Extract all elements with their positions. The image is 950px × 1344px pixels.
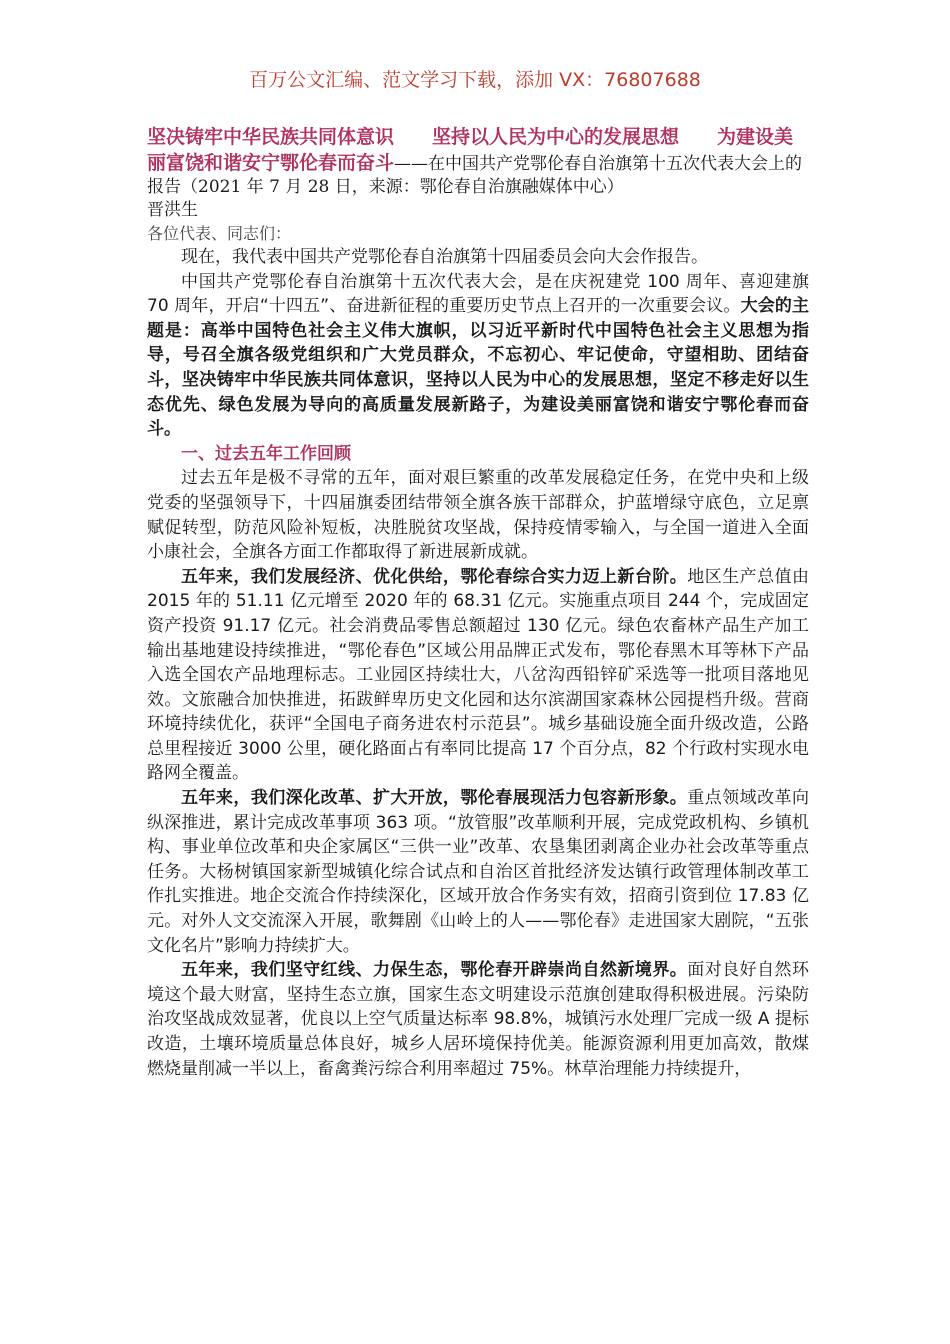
report-subtitle: ——在中国共产党鄂伦春自治旗第十五次代表大会上的报告（2021 年 7 月 28 日，来源：鄂伦春自治旗融媒体中心） — [147, 154, 803, 197]
report-title-block — [147, 124, 809, 222]
paragraph-economy-lead: 五年来，我们发展经济、优化供给，鄂伦春综合实力迈上新台阶。 — [181, 566, 688, 587]
paragraph-intro: 现在，我代表中国共产党鄂伦春自治旗第十四届委员会向大会作报告。 — [181, 247, 708, 267]
document-body — [147, 124, 809, 1081]
paragraph-economy — [147, 565, 809, 786]
paragraph-economy-body: 地区生产总值由 2015 年的 51.11 亿元增至 2020 年的 68.31 亿元。实施重点项目 244 个，完成固定资产投资 91.17 亿元。社会消费品零售总额超过 130 亿元。绿色农畜林产品生产加工输出基地建设持续推进，“鄂伦春色”区域公用品牌正式发布，鄂伦春黑木耳等林下产品入选全国农产品地理标志。工业园区持续壮大，八岔沟西铅锌矿采选等一批项目落地见效。文旅融合加快推进，拓跋鲜卑历史文化园和达尔滨湖国家森林公园提档升级。营商环境持续优化，获评“全国电子商务进农村示范县”。城乡基础设施全面升级改造，公路总里程接近 3000 公里，硬化路面占有率同比提高 17 个百分点，82 个行政村实现水电路网全覆盖。 — [147, 566, 810, 784]
paragraph-ecology-body: 面对良好自然环境这个最大财富，坚持生态立旗，国家生态文明建设示范旗创建取得积极进展。污染防治攻坚战成效显著，优良以上空气质量达标率 98.8%，城镇污水处理厂完成一级 A 提标改造，土壤环境质量总体良好，城乡人居环境保持优美。能源资源利用更加高效，散煤燃烧量削减一半以上，畜禽粪污综合利用率超过 75%。林草治理能力持续提升， — [147, 960, 810, 1079]
paragraph-reform-lead: 五年来，我们深化改革、扩大开放，鄂伦春展现活力包容新形象。 — [181, 788, 688, 809]
paragraph-reform-body: 重点领域改革向纵深推进，累计完成改革事项 363 项。“放管服”改革顺利开展，完成党政机构、乡镇机构、事业单位改革和央企家属区“三供一业”改革、农垦集团剥离企业办社会改革等重点任务。大杨树镇国家新型城镇化综合试点和自治区首批经济发达镇行政管理体制改革工作扎实推进。地企交流合作持续深化，区域开放合作务实有效，招商引资到位 17.83 亿元。对外人文交流深入开展，歌舞剧《山岭上的人——鄂伦春》走进国家大剧院，“五张文化名片”影响力持续扩大。 — [147, 788, 810, 956]
paragraph-theme — [147, 270, 809, 442]
paragraph-ecology — [147, 958, 809, 1081]
paragraph-reform — [147, 786, 809, 958]
paragraph-ecology-lead: 五年来，我们坚守红线、力保生态，鄂伦春开辟崇尚自然新境界。 — [181, 960, 688, 981]
watermark-banner: 百万公文汇编、范文学习下载，添加 VX：76807688 — [249, 69, 701, 91]
paragraph-theme-bold: 大会的主题是：高举中国特色社会主义伟大旗帜，以习近平新时代中国特色社会主义思想为指导，号召全旗各级党组织和广大党员群众，不忘初心、牢记使命，守望相助、团结奋斗，坚决铸牢中华民族共同体意识，坚持以人民为中心的发展思想，坚定不移走好以生态优先、绿色发展为导向的高质量发展新路子，为建设美丽富饶和谐安宁鄂伦春而奋斗。 — [147, 296, 809, 440]
section-heading-review: 一、过去五年工作回顾 — [181, 443, 351, 464]
report-title: 坚决铸牢中华民族共同体意识 坚持以人民为中心的发展思想 为建设美丽富饶和谐安宁鄂伦春而奋斗 — [147, 126, 794, 174]
salutation: 各位代表、同志们： — [147, 224, 292, 243]
paragraph-theme-plain: 中国共产党鄂伦春自治旗第十五次代表大会，是在庆祝建党 100 周年、喜迎建旗 70 周年，开启“十四五”、奋进新征程的重要历史节点上召开的一次重要会议。 — [147, 271, 809, 317]
report-author: 晋洪生 — [147, 200, 198, 220]
paragraph-review-summary: 过去五年是极不寻常的五年，面对艰巨繁重的改革发展稳定任务，在党中央和上级党委的坚强领导下，十四届旗委团结带领全旗各族干部群众，护蓝增绿守底色，立足禀赋促转型，防范风险补短板，决胜脱贫攻坚战，保持疫情零输入，与全国一道进入全面小康社会，全旗各方面工作都取得了新进展新成就。 — [147, 468, 809, 563]
